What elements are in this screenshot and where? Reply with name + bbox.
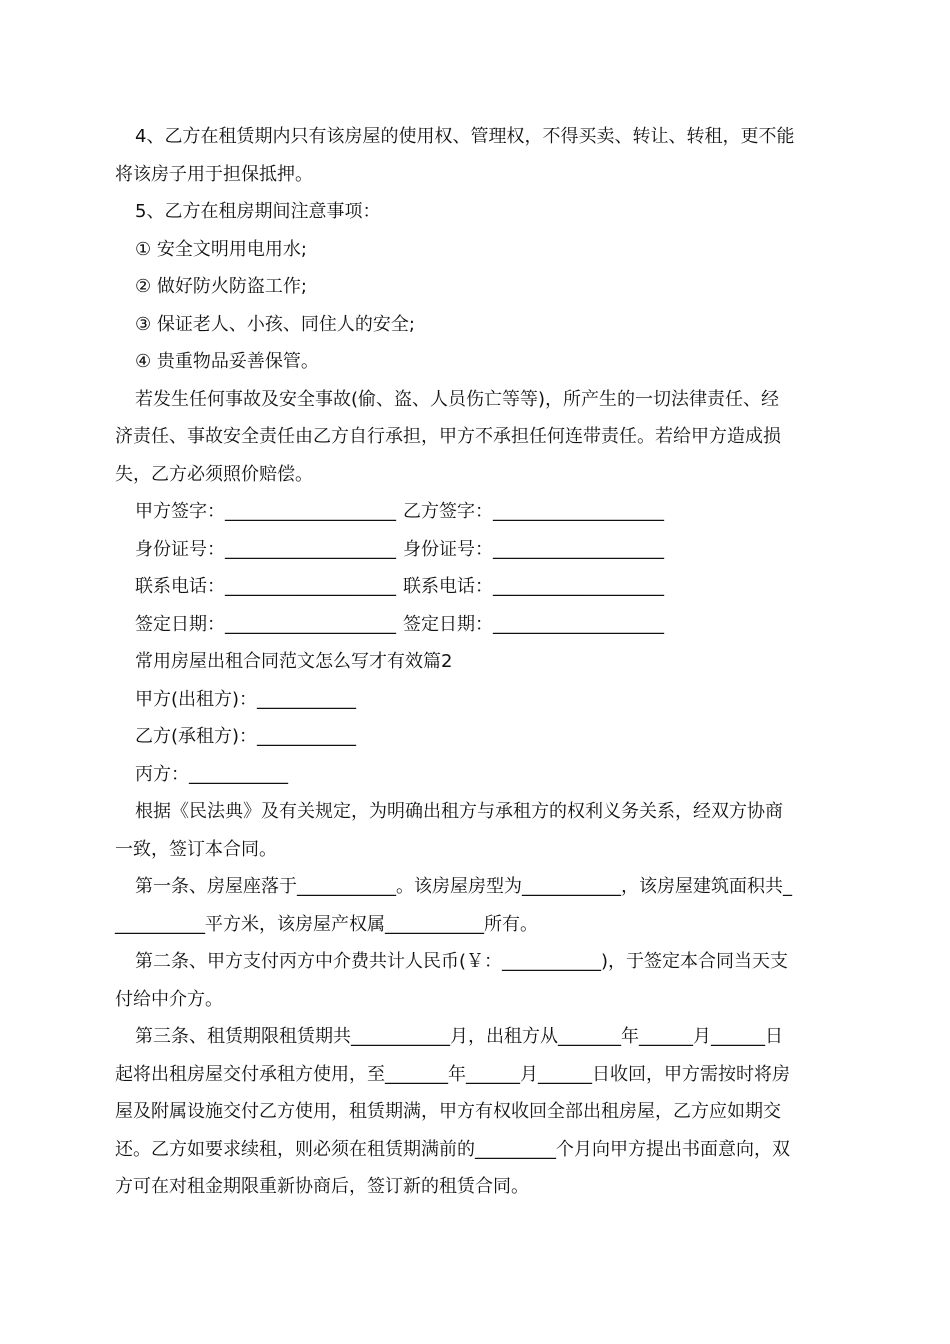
party-b-date-field: 签定日期：___________________ [403, 613, 664, 635]
clause-5-item-2: ② 做好防火防盗工作; [135, 276, 307, 297]
article-3-line-5: 方可在对租金期限重新协商后，签订新的租赁合同。 [115, 1176, 529, 1197]
signature-row-date [115, 606, 837, 644]
liability-line-2: 济责任、事故安全责任由乙方自行承担，甲方不承担任何连带责任。若给甲方造成损 [115, 426, 781, 447]
clause-5-heading: 5、乙方在租房期间注意事项： [135, 201, 381, 222]
party-c-field: 丙方：___________ [135, 763, 288, 785]
clause-5-item-1: ① 安全文明用电用水; [135, 238, 307, 260]
party-a-field: 甲方(出租方)：___________ [135, 688, 357, 710]
party-a-phone-field: 联系电话：___________________ [135, 576, 396, 597]
party-b-field: 乙方(承租方)：___________ [135, 726, 357, 747]
party-a-signature-field: 甲方签字：___________________ [135, 501, 396, 522]
article-1-line-1: 第一条、房屋座落于___________。该房屋房型为___________，该房屋建筑面积共_ [135, 876, 792, 897]
article-3-line-3: 屋及附属设施交付乙方使用，租赁期满，甲方有权收回全部出租房屋，乙方应如期交 [115, 1101, 781, 1122]
article-3-line-2: 起将出租房屋交付承租方使用，至_______年______月______日收回，甲方需按时将房 [115, 1063, 790, 1085]
intro-line-2: 一致，签订本合同。 [115, 838, 277, 860]
party-b-phone-field: 联系电话：___________________ [403, 576, 664, 597]
article-2-line-1: 第二条、甲方支付丙方中介费共计人民币(￥：___________)，于签定本合同当天支 [135, 951, 789, 972]
clause-4-line-2: 将该房子用于担保抵押。 [115, 163, 313, 185]
signature-row-phone [115, 568, 837, 606]
document-page [115, 118, 837, 1206]
liability-line-1: 若发生任何事故及安全事故(偷、盗、人员伤亡等等)，所产生的一切法律责任、经 [135, 388, 780, 410]
intro-line-1: 根据《民法典》及有关规定，为明确出租方与承租方的权利义务关系，经双方协商 [135, 801, 783, 822]
article-3-line-4: 还。乙方如要求续租，则必须在租赁期满前的_________个月向甲方提出书面意向，双 [115, 1138, 790, 1160]
liability-line-3: 失，乙方必须照价赔偿。 [115, 463, 313, 485]
article-1-line-2: __________平方米，该房屋产权属___________所有。 [115, 913, 538, 935]
party-a-date-field: 签定日期：___________________ [135, 613, 396, 635]
signature-row-id [115, 531, 837, 569]
clause-5-item-3: ③ 保证老人、小孩、同住人的安全; [135, 313, 415, 335]
clause-4-line-1: 4、乙方在租赁期内只有该房屋的使用权、管理权，不得买卖、转让、转租，更不能 [135, 126, 795, 147]
signature-row-sign [115, 493, 837, 531]
section-title: 常用房屋出租合同范文怎么写才有效篇2 [135, 651, 453, 672]
article-3-line-1: 第三条、租赁期限租赁期共___________月，出租方从_______年______月______日 [135, 1026, 783, 1047]
clause-5-item-4: ④ 贵重物品妥善保管。 [135, 351, 319, 372]
party-b-id-field: 身份证号：___________________ [403, 538, 664, 560]
party-a-id-field: 身份证号：___________________ [135, 538, 396, 560]
article-2-line-2: 付给中介方。 [115, 988, 223, 1010]
party-b-signature-field: 乙方签字：___________________ [403, 501, 664, 522]
